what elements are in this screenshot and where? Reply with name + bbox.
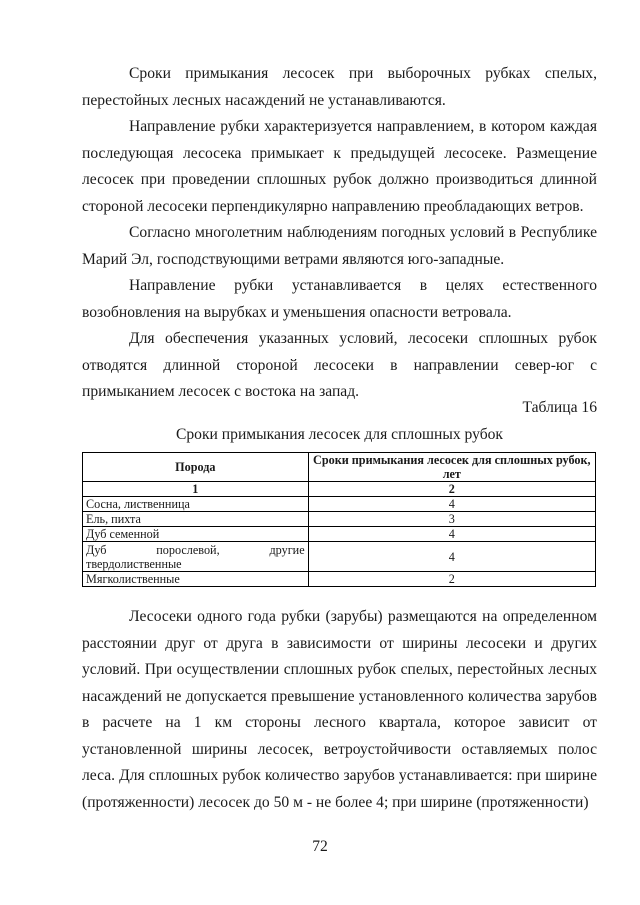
column-number: 1 [83, 482, 309, 497]
table-title: Сроки примыкания лесосек для сплошных рубок [175, 426, 504, 443]
adjacency-table [82, 452, 596, 587]
page-number: 72 [312, 838, 328, 855]
years-cell: 4 [308, 527, 595, 542]
table-row [83, 497, 596, 512]
species-cell: Дуб порослевой, другие твердолиственные [83, 542, 309, 572]
years-cell: 4 [308, 497, 595, 512]
paragraph-selective-felling: Сроки примыкания лесосек при выборочных рубках спелых, перестойных лесных насаждений не устанавливаются. [82, 65, 597, 109]
species-cell: Ель, пихта [83, 512, 309, 527]
paragraph-direction-purpose: Направление рубки устанавливается в целях естественного возобновления на вырубках и уменьшения опасности ветровала. [82, 277, 597, 321]
table-column-numbers-row [83, 482, 596, 497]
years-cell: 2 [308, 572, 595, 587]
table-row [83, 527, 596, 542]
paragraph-conditions: Для обеспечения указанных условий, лесосеки сплошных рубок отводятся длинной стороной лесосеки в направлении север-юг с примыканием лесосек с востока на запад. [82, 330, 597, 400]
species-cell: Сосна, лиственница [83, 497, 309, 512]
species-cell: Мягколиственные [83, 572, 309, 587]
table-header-row [83, 453, 596, 482]
table-row [83, 512, 596, 527]
column-number: 2 [308, 482, 595, 497]
table-row [83, 572, 596, 587]
paragraph-prevailing-winds: Согласно многолетним наблюдениям погодных условий в Республике Марий Эл, господствующими ветрами являются юго-западные. [82, 224, 597, 268]
table-row [83, 542, 596, 572]
years-cell: 4 [308, 542, 595, 572]
years-cell: 3 [308, 512, 595, 527]
header-years: Сроки примыкания лесосек для сплошных рубок, лет [308, 453, 595, 482]
header-species: Порода [83, 453, 309, 482]
paragraph-felling-areas-per-year: Лесосеки одного года рубки (зарубы) размещаются на определенном расстоянии друг от друга в зависимости от ширины лесосеки и других условий. При осуществлении сплошных рубок спелых, перестойных лесных насаждений не допускается превышение установленного количества зарубов в расчете на 1 км стороны лесного квартала, которое зависит от установленной ширины лесосек, ветроустойчивости оставляемых полос леса. Для сплошных рубок количество зарубов устанавливается: при ширине (протяженности) лесосек до 50 м - не более 4; при ширине (протяженности) [82, 608, 597, 811]
paragraph-felling-direction: Направление рубки характеризуется направлением, в котором каждая последующая лесосека примыкает к предыдущей лесосеке. Размещение лесосек при проведении сплошных рубок должно производиться длинной стороной лесосеки перпендикулярно направлению преобладающих ветров. [82, 118, 597, 215]
table-label: Таблица 16 [522, 399, 597, 416]
species-cell: Дуб семенной [83, 527, 309, 542]
